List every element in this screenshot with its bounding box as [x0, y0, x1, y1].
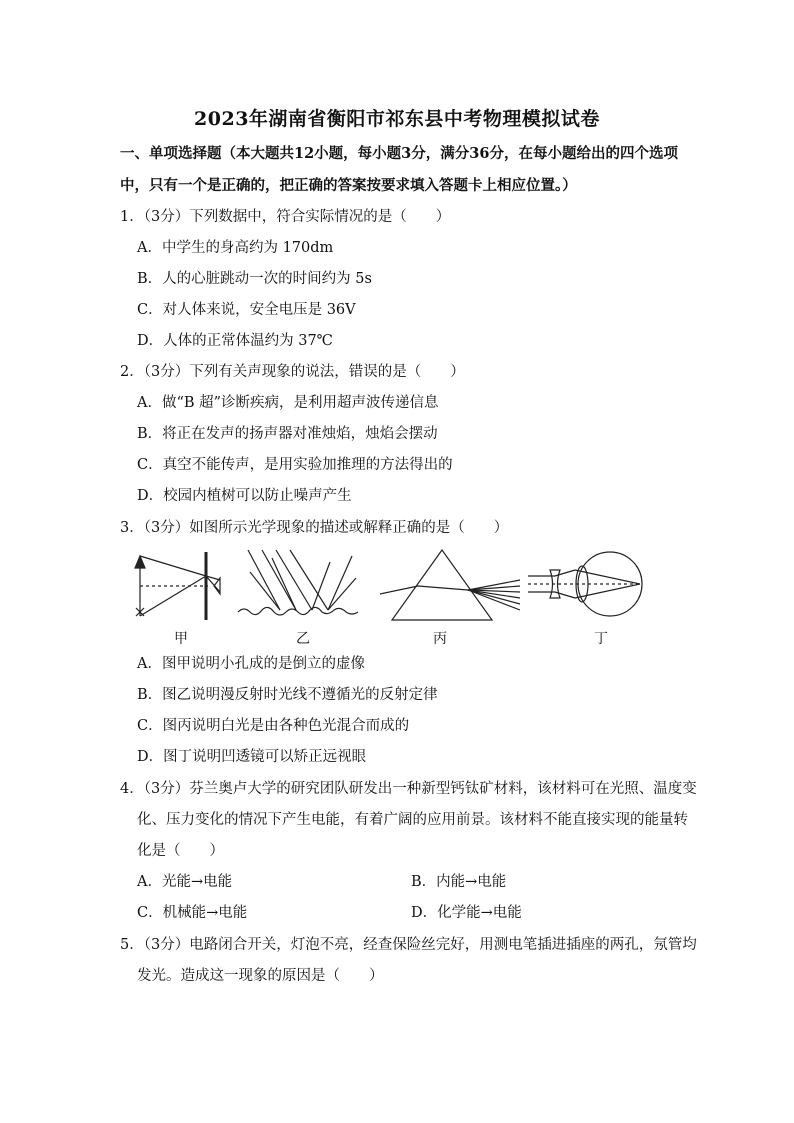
figure-label-ding: 丁	[594, 631, 608, 647]
question-2-option-a: A．做“B 超”诊断疾病，是利用超声波传递信息	[137, 395, 439, 411]
question-1-option-b: B．人的心脏跳动一次的时间约为 5s	[137, 271, 372, 287]
question-4-option-a: A．光能→电能	[137, 874, 233, 890]
page-title: 2023年湖南省衡阳市祁东县中考物理模拟试卷	[194, 108, 600, 130]
question-4-stem-line-3: 化是（ ）	[137, 843, 224, 859]
figure-yi-diffuse-reflection-diagram	[238, 550, 358, 615]
section-heading-line-2: 中，只有一个是正确的，把正确的答案按要求填入答题卡上相应位置。）	[120, 177, 577, 194]
figure-jia-pinhole-diagram	[135, 552, 220, 620]
question-1-option-a: A．中学生的身高约为 170dm	[137, 240, 334, 256]
question-3-stem: 3．（3分）如图所示光学现象的描述或解释正确的是（ ）	[120, 520, 509, 536]
question-1-option-d: D．人体的正常体温约为 37℃	[137, 333, 333, 349]
figure-ding-eye-lens-diagram	[528, 552, 642, 616]
question-2-option-c: C．真空不能传声，是用实验加推理的方法得出的	[137, 457, 453, 473]
question-4-stem-line-1: 4．（3分）芬兰奥卢大学的研究团队研发出一种新型钙钛矿材料，该材料可在光照、温度变	[120, 781, 697, 797]
question-3-option-a: A．图甲说明小孔成的是倒立的虚像	[137, 656, 365, 672]
question-5-stem-line-2: 发光。造成这一现象的原因是（ ）	[137, 968, 384, 984]
figure-label-jia: 甲	[174, 631, 188, 647]
question-5-stem-line-1: 5．（3分）电路闭合开关，灯泡不亮，经查保险丝完好，用测电笔插进插座的两孔，氖管均	[120, 937, 697, 953]
question-3-option-d: D．图丁说明凹透镜可以矫正远视眼	[137, 749, 367, 765]
question-2-option-b: B．将正在发声的扬声器对准烛焰，烛焰会摆动	[137, 426, 438, 442]
optics-figure	[130, 548, 650, 648]
question-4-option-b: B．内能→电能	[411, 874, 507, 890]
question-2-option-d: D．校园内植树可以防止噪声产生	[137, 488, 352, 504]
question-1-stem: 1．（3分）下列数据中，符合实际情况的是（ ）	[120, 209, 451, 225]
question-1-option-c: C．对人体来说，安全电压是 36V	[137, 302, 356, 318]
question-4-option-c: C．机械能→电能	[137, 905, 248, 921]
figure-label-bing: 丙	[433, 631, 447, 647]
figure-bing-prism-diagram	[380, 550, 520, 620]
section-heading-line-1: 一、单项选择题（本大题共12小题，每小题3分，满分36分，在每小题给出的四个选项	[120, 145, 678, 162]
question-3-option-c: C．图丙说明白光是由各种色光混合而成的	[137, 718, 410, 734]
question-3-option-b: B．图乙说明漫反射时光线不遵循光的反射定律	[137, 687, 438, 703]
question-4-stem-line-2: 化、压力变化的情况下产生电能，有着广阔的应用前景。该材料不能直接实现的能量转	[137, 812, 688, 828]
question-2-stem: 2．（3分）下列有关声现象的说法，错误的是（ ）	[120, 364, 465, 380]
question-4-option-d: D．化学能→电能	[411, 905, 522, 921]
figure-label-yi: 乙	[296, 631, 310, 647]
